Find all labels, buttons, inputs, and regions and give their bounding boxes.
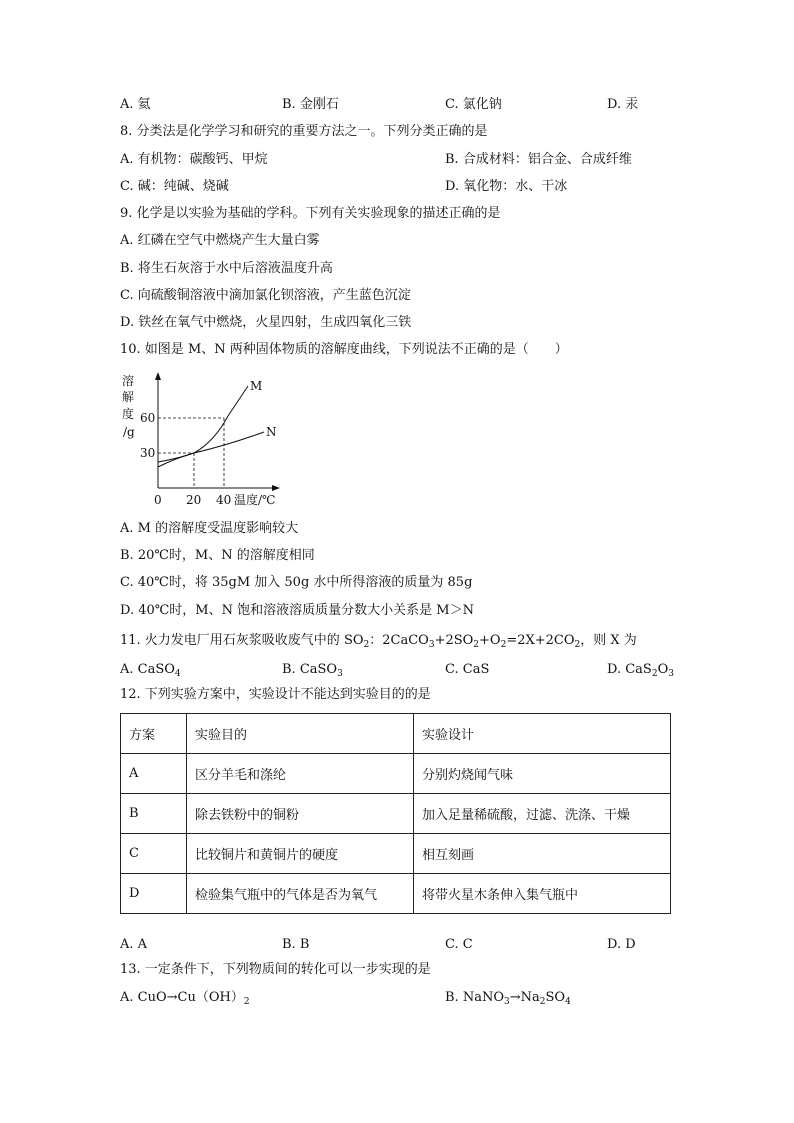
table-cell: 加入足量稀硫酸，过滤、洗涤、干燥 — [414, 794, 671, 834]
curve-m-label: M — [250, 379, 263, 393]
y-label-1: 溶 — [122, 374, 135, 388]
q12-stem: 12. 下列实验方案中，实验设计不能达到实验目的的是 — [120, 687, 431, 702]
table-row — [121, 794, 671, 834]
y-label-3: 度 — [122, 407, 135, 421]
q11-option-b: B. CaSO$_3$ — [282, 662, 343, 679]
q12-option-c: C. C — [445, 937, 473, 952]
table-header-row — [121, 714, 671, 754]
q10-option-b: B. 20℃时，M、N 的溶解度相同 — [120, 548, 315, 563]
q8-option-b: B. 合成材料：铝合金、合成纤维 — [445, 152, 632, 167]
table-cell: 区分羊毛和涤纶 — [187, 754, 414, 794]
header-cell: 实验设计 — [414, 714, 671, 754]
table-row — [121, 754, 671, 794]
q9-stem: 9. 化学是以实验为基础的学科。下列有关实验现象的描述正确的是 — [120, 206, 501, 221]
curve-n-label: N — [266, 425, 277, 439]
table-cell: 相互刻画 — [414, 834, 671, 874]
q9-option-c: C. 向硫酸铜溶液中滴加氯化钡溶液，产生蓝色沉淀 — [120, 288, 411, 303]
q8-option-c: C. 碱：纯碱、烧碱 — [120, 179, 229, 194]
y-axis-arrow — [155, 372, 161, 380]
table-cell: 分别灼烧闻气味 — [414, 754, 671, 794]
q10-option-c: C. 40℃时，将 35gM 加入 50g 水中所得溶液的质量为 85g — [120, 575, 473, 590]
q11-option-c: C. CaS — [445, 662, 490, 677]
table-cell: 比较铜片和黄铜片的硬度 — [187, 834, 414, 874]
table-cell: D — [121, 874, 187, 914]
q13-stem: 13. 一定条件下，下列物质间的转化可以一步实现的是 — [120, 962, 431, 977]
q12-option-a: A. A — [120, 937, 148, 952]
q12-option-d: D. D — [607, 937, 636, 952]
q7-option-a: A. 氦 — [120, 97, 151, 112]
x-tick-20: 20 — [186, 493, 202, 507]
q9-option-b: B. 将生石灰溶于水中后溶液温度升高 — [120, 261, 333, 276]
q8-stem: 8. 分类法是化学学习和研究的重要方法之一。下列分类正确的是 — [120, 124, 488, 139]
table-cell: 除去铁粉中的铜粉 — [187, 794, 414, 834]
q10-option-a: A. M 的溶解度受温度影响较大 — [120, 521, 299, 536]
q7-option-c: C. 氯化钠 — [445, 97, 502, 112]
x-axis-label: 温度/℃ — [234, 493, 276, 507]
q13-option-b: B. $NaNO_3\to Na_2SO_4$ — [445, 990, 571, 1007]
q8-option-a: A. 有机物：碳酸钙、甲烷 — [120, 152, 268, 167]
table-cell: 检验集气瓶中的气体是否为氧气 — [187, 874, 414, 914]
q12-option-b: B. B — [282, 937, 310, 952]
y-tick-30: 30 — [140, 446, 156, 460]
q7-option-b: B. 金刚石 — [282, 97, 339, 112]
q13-option-a: A. $CuO\to Cu(OH)_2$ — [120, 990, 250, 1007]
q9-option-d: D. 铁丝在氧气中燃烧，火星四射，生成四氧化三铁 — [120, 315, 412, 330]
x-axis-arrow — [272, 485, 280, 491]
q7-option-d: D. 汞 — [607, 97, 639, 112]
q10-option-d: D. 40℃时，M、N 饱和溶液溶质质量分数大小关系是 M＞N — [120, 603, 474, 618]
solubility-graph — [118, 370, 288, 510]
q8-option-d: D. 氧化物：水、干冰 — [445, 179, 568, 194]
q11-option-a: A. CaSO$_4$ — [120, 662, 181, 679]
y-label-2: 解 — [122, 390, 135, 404]
q11-option-d: D. $CaS_2O_3$ — [607, 662, 674, 679]
table-cell: B — [121, 794, 187, 834]
header-cell: 方案 — [121, 714, 187, 754]
table-row — [121, 874, 671, 914]
experiment-table — [120, 713, 671, 914]
table-cell: A — [121, 754, 187, 794]
table-cell: C — [121, 834, 187, 874]
y-label-4: /g — [123, 425, 135, 439]
x-tick-0: 0 — [154, 493, 162, 507]
q10-stem: 10. 如图是 M、N 两种固体物质的溶解度曲线，下列说法不正确的是（ ） — [120, 342, 568, 357]
y-tick-60: 60 — [140, 411, 156, 425]
q11-stem: 11. 火力发电厂用石灰浆吸收废气中的 $SO_2$：$2CaCO_3+2SO_2+O_2=2X+2CO_2$，则 X 为 — [120, 633, 637, 650]
table-cell: 将带火星木条伸入集气瓶中 — [414, 874, 671, 914]
table-row — [121, 834, 671, 874]
q9-option-a: A. 红磷在空气中燃烧产生大量白雾 — [120, 233, 320, 248]
header-cell: 实验目的 — [187, 714, 414, 754]
curve-n — [158, 432, 264, 467]
x-tick-40: 40 — [216, 493, 232, 507]
